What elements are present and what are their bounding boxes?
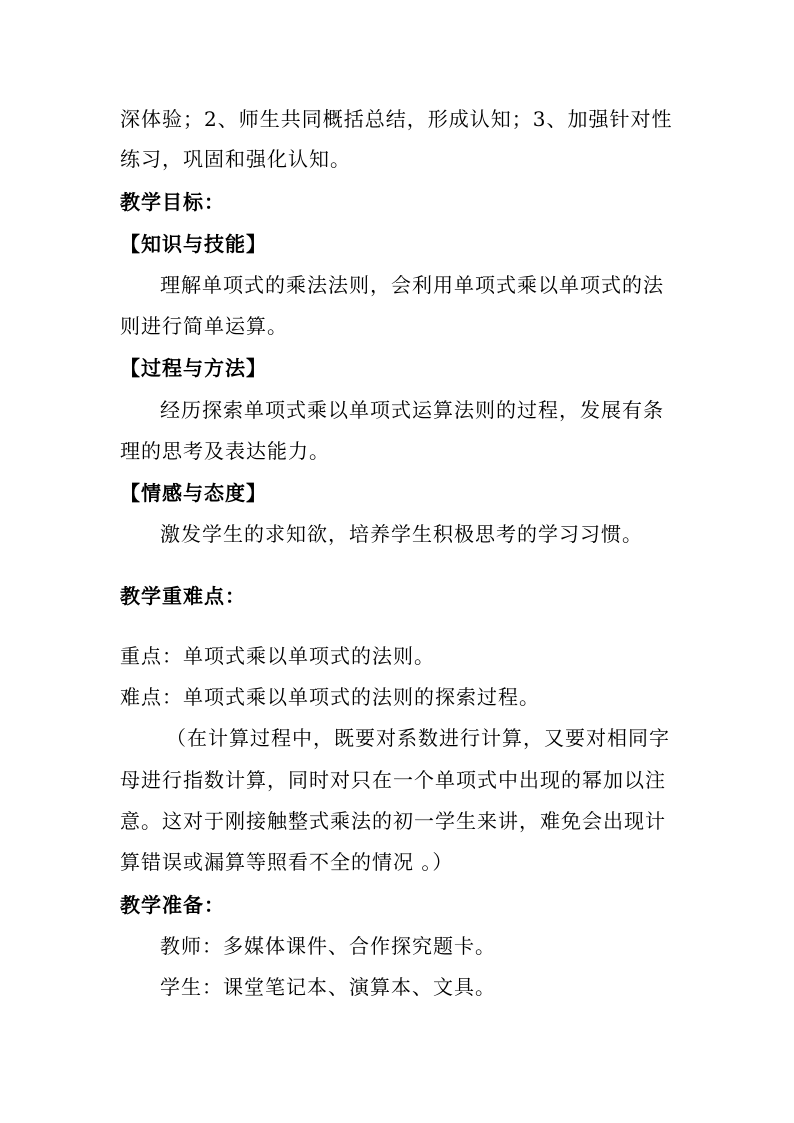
section-heading-objectives: 教学目标：	[120, 190, 225, 214]
subheading-knowledge: 【知识与技能】	[120, 232, 267, 256]
section-heading-key-points: 教学重难点：	[120, 584, 246, 608]
note-line: （在计算过程中，既要对系数进行计算，又要对相同字	[166, 726, 670, 750]
paragraph-line: 激发学生的求知欲，培养学生积极思考的学习习惯。	[160, 522, 643, 546]
note-line: 意。这对于刚接触整式乘法的初一学生来讲，难免会出现计	[120, 809, 666, 833]
paragraph-line: 练习，巩固和强化认知。	[120, 147, 351, 171]
paragraph-line: 理解单项式的乘法法则，会利用单项式乘以单项式的法	[160, 273, 664, 297]
section-heading-preparation: 教学准备：	[120, 893, 225, 917]
teacher-preparation: 教师：多媒体课件、合作探究题卡。	[160, 934, 496, 958]
note-line: 算错误或漏算等照看不全的情况 。）	[120, 850, 454, 874]
subheading-emotion: 【情感与态度】	[120, 481, 267, 505]
paragraph-line: 则进行简单运算。	[120, 314, 288, 338]
paragraph-line: 理的思考及表达能力。	[120, 439, 330, 463]
paragraph-line: 深体验；2、师生共同概括总结，形成认知；3、加强针对性	[120, 107, 673, 131]
paragraph-line: 经历探索单项式乘以单项式运算法则的过程，发展有条	[160, 398, 664, 422]
difficult-point-text: 难点：单项式乘以单项式的法则的探索过程。	[120, 685, 540, 709]
note-line: 母进行指数计算，同时对只在一个单项式中出现的幂加以注	[120, 768, 666, 792]
student-preparation: 学生：课堂笔记本、演算本、文具。	[160, 975, 496, 999]
subheading-process: 【过程与方法】	[120, 356, 267, 380]
key-point-text: 重点：单项式乘以单项式的法则。	[120, 644, 435, 668]
